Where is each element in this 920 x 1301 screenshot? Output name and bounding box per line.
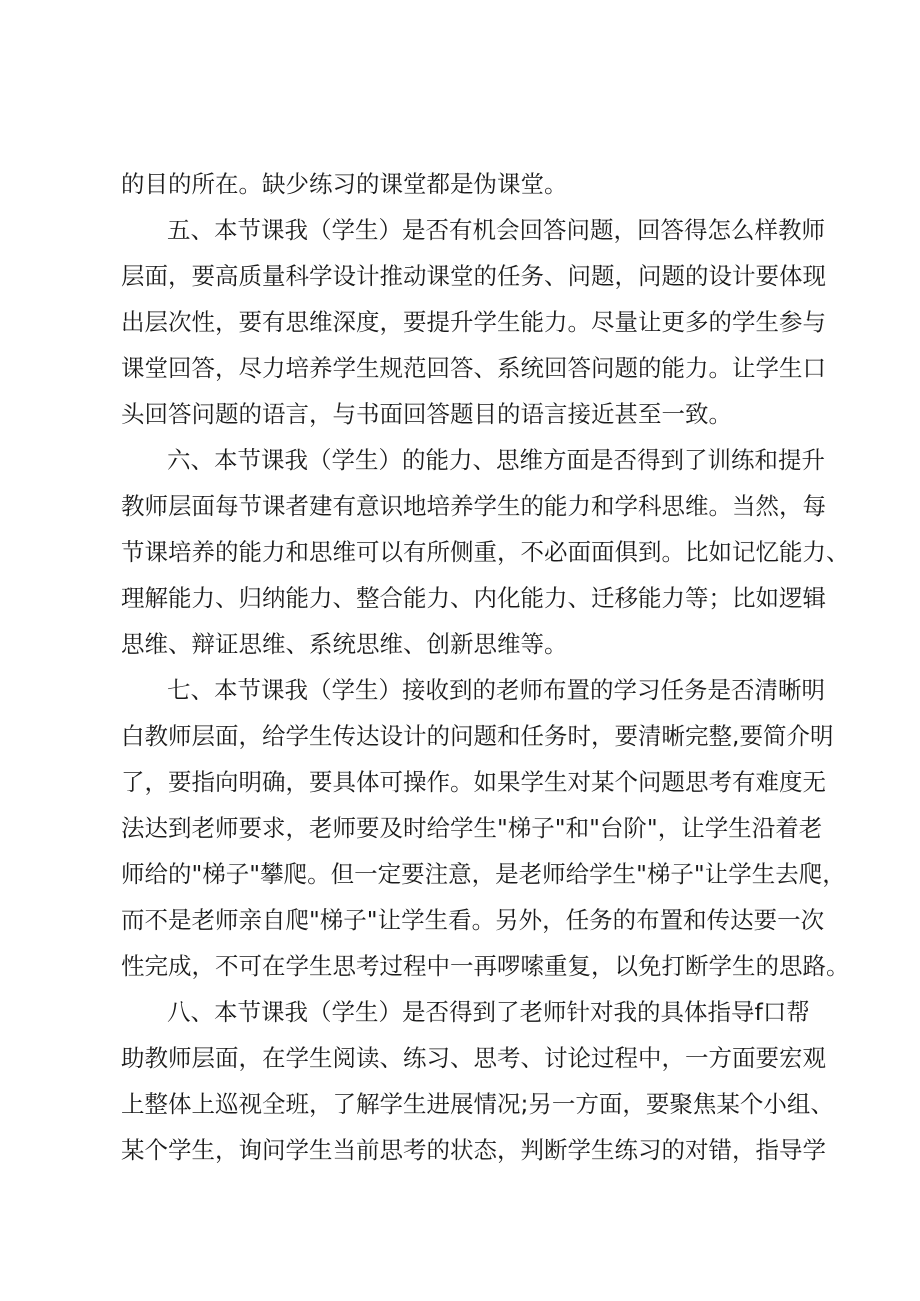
text-line [0, 160, 920, 208]
text-line [0, 574, 920, 622]
text-line-content: 思维、辩证思维、系统思维、创新思维等。 [121, 630, 568, 658]
text-line-content: 节课培养的能力和思维可以有所侧重，不必面面俱到。比如记忆能力、 [121, 538, 850, 566]
text-line [0, 850, 920, 898]
text-line-content: 白教师层面，给学生传达设计的问题和任务时，要清晰完整,要简介明 [121, 722, 834, 750]
text-line [0, 482, 920, 530]
text-line-content: 课堂回答，尽力培养学生规范回答、系统回答问题的能力。让学生口 [121, 354, 826, 382]
text-line [0, 528, 920, 576]
text-line [0, 804, 920, 852]
paragraph-heading [0, 206, 920, 254]
text-line-content: 层面，要高质量科学设计推动课堂的任务、问题，问题的设计要体现 [121, 262, 826, 290]
text-line [0, 712, 920, 760]
text-line-content: 教师层面每节课者建有意识地培养学生的能力和学科思维。当然，每 [121, 492, 826, 520]
paragraph-heading [0, 666, 920, 714]
text-line [0, 298, 920, 346]
text-line [0, 1126, 920, 1174]
text-line [0, 942, 920, 990]
text-line-content: 出层次性，要有思维深度，要提升学生能力。尽量让更多的学生参与 [121, 308, 826, 336]
text-line-content: 七、本节课我（学生）接收到的老师布置的学习任务是否清晰明 [167, 676, 825, 704]
text-line-content: 法达到老师要求，老师要及时给学生"梯子"和"台阶"，让学生沿着老 [121, 814, 823, 842]
text-line [0, 896, 920, 944]
text-line-content: 了，要指向明确，要具体可操作。如果学生对某个问题思考有难度无 [121, 768, 826, 796]
text-line-content: 八、本节课我（学生）是否得到了老师针对我的具体指导f口帮 [167, 998, 810, 1026]
text-line [0, 620, 920, 668]
text-line-content: 助教师层面，在学生阅读、练习、思考、讨论过程中，一方面要宏观 [121, 1044, 826, 1072]
text-line [0, 390, 920, 438]
paragraph-heading [0, 988, 920, 1036]
text-line-content: 理解能力、归纳能力、整合能力、内化能力、迁移能力等；比如逻辑 [121, 584, 826, 612]
text-line-content: 六、本节课我（学生）的能力、思维方面是否得到了训练和提升 [167, 446, 825, 474]
paragraph-heading [0, 436, 920, 484]
text-line [0, 252, 920, 300]
text-line-content: 头回答问题的语言，与书面回答题目的语言接近甚至一致。 [121, 400, 732, 428]
text-line [0, 344, 920, 392]
text-line-content: 五、本节课我（学生）是否有机会回答问题，回答得怎么样教师 [167, 216, 825, 244]
text-line [0, 1034, 920, 1082]
text-line [0, 1080, 920, 1128]
text-line-content: 师给的"梯子"攀爬。但一定要注意，是老师给学生"梯子"让学生去爬， [121, 860, 846, 888]
text-line [0, 758, 920, 806]
text-line-content: 的目的所在。缺少练习的课堂都是伪课堂。 [121, 170, 568, 198]
text-line-content: 而不是老师亲自爬"梯子"让学生看。另外，任务的布置和传达要一次 [121, 906, 825, 934]
text-line-content: 性完成，不可在学生思考过程中一再啰嗦重复，以免打断学生的思路。 [121, 952, 850, 980]
text-line-content: 上整体上巡视全班，了解学生进展情况;另一方面，要聚焦某个小组、 [121, 1090, 834, 1118]
text-line-content: 某个学生，询问学生当前思考的状态，判断学生练习的对错，指导学 [121, 1136, 826, 1164]
